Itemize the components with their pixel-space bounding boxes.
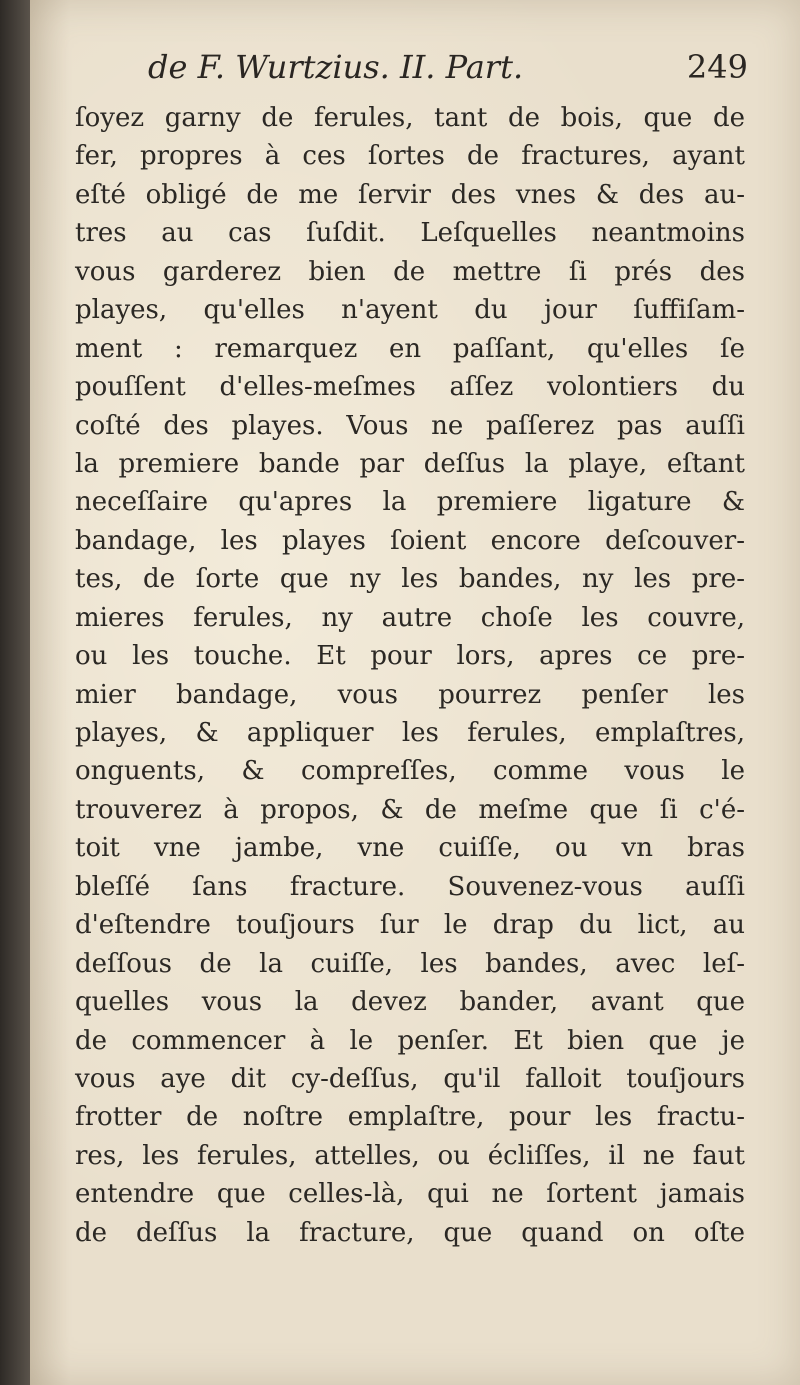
text-line: de commencer à le penſer. Et bien que je	[75, 1025, 745, 1056]
text-line: res, les ferules, attelles, ou écliſſes, il ne faut	[75, 1140, 745, 1171]
running-header	[148, 48, 748, 98]
text-line: ou les touche. Et pour lors, apres ce pre-	[75, 641, 745, 672]
text-line: bleſſé ſans fracture. Souvenez-vous auſſi	[75, 871, 745, 902]
text-line: ment : remarquez en paſſant, qu'elles ſe	[75, 333, 745, 364]
text-line: mieres ferules, ny autre choſe les couvre,	[75, 602, 745, 633]
body-text	[75, 99, 745, 1252]
text-line: ſoyez garny de ferules, tant de bois, que de	[75, 103, 745, 133]
text-line: trouverez à propos, & de meſme que ſi c'é-	[75, 794, 745, 825]
text-line: entendre que celles-là, qui ne ſortent jamais	[75, 1179, 745, 1210]
running-title: de F. Wurtzius. II. Part.	[148, 48, 524, 86]
text-line: tes, de ſorte que ny les bandes, ny les pre-	[75, 564, 745, 595]
book-page	[30, 0, 800, 1385]
text-line: eſté obligé de me ſervir des vnes & des au-	[75, 179, 745, 210]
text-line: tres au cas ſuſdit. Leſquelles neantmoins	[75, 218, 745, 249]
text-line: vous aye dit cy-deſſus, qu'il falloit touſjours	[75, 1063, 745, 1094]
text-line: vous garderez bien de mettre ſi prés des	[75, 256, 745, 287]
text-line: coſté des playes. Vous ne paſſerez pas auſſi	[75, 410, 745, 441]
text-line: d'eſtendre touſjours ſur le drap du lict, au	[75, 910, 745, 941]
text-line: frotter de noſtre emplaſtre, pour les fractu-	[75, 1102, 745, 1133]
text-line: quelles vous la devez bander, avant que	[75, 987, 745, 1018]
text-line: fer, propres à ces ſortes de fractures, ayant	[75, 141, 745, 172]
text-line: mier bandage, vous pourrez penſer les	[75, 679, 745, 710]
text-line: neceſſaire qu'apres la premiere ligature &	[75, 487, 745, 518]
text-line: playes, & appliquer les ferules, emplaſtres,	[75, 718, 745, 748]
text-line: bandage, les playes ſoient encore deſcouver-	[75, 525, 745, 556]
text-line: toit vne jambe, vne cuiſſe, ou vn bras	[75, 833, 745, 864]
text-line: pouſſent d'elles-meſmes aſſez volontiers du	[75, 372, 745, 403]
text-line: la premiere bande par deſſus la playe, eſtant	[75, 448, 745, 479]
text-line: deſſous de la cuiſſe, les bandes, avec leſ-	[75, 948, 745, 979]
book-spine-shadow	[0, 0, 30, 1385]
text-line: de deſſus la fracture, que quand on oſte	[75, 1217, 745, 1248]
page-number: 249	[686, 48, 748, 86]
text-line: playes, qu'elles n'ayent du jour ſuffiſam-	[75, 295, 745, 326]
text-line: onguents, & compreſſes, comme vous le	[75, 756, 745, 787]
